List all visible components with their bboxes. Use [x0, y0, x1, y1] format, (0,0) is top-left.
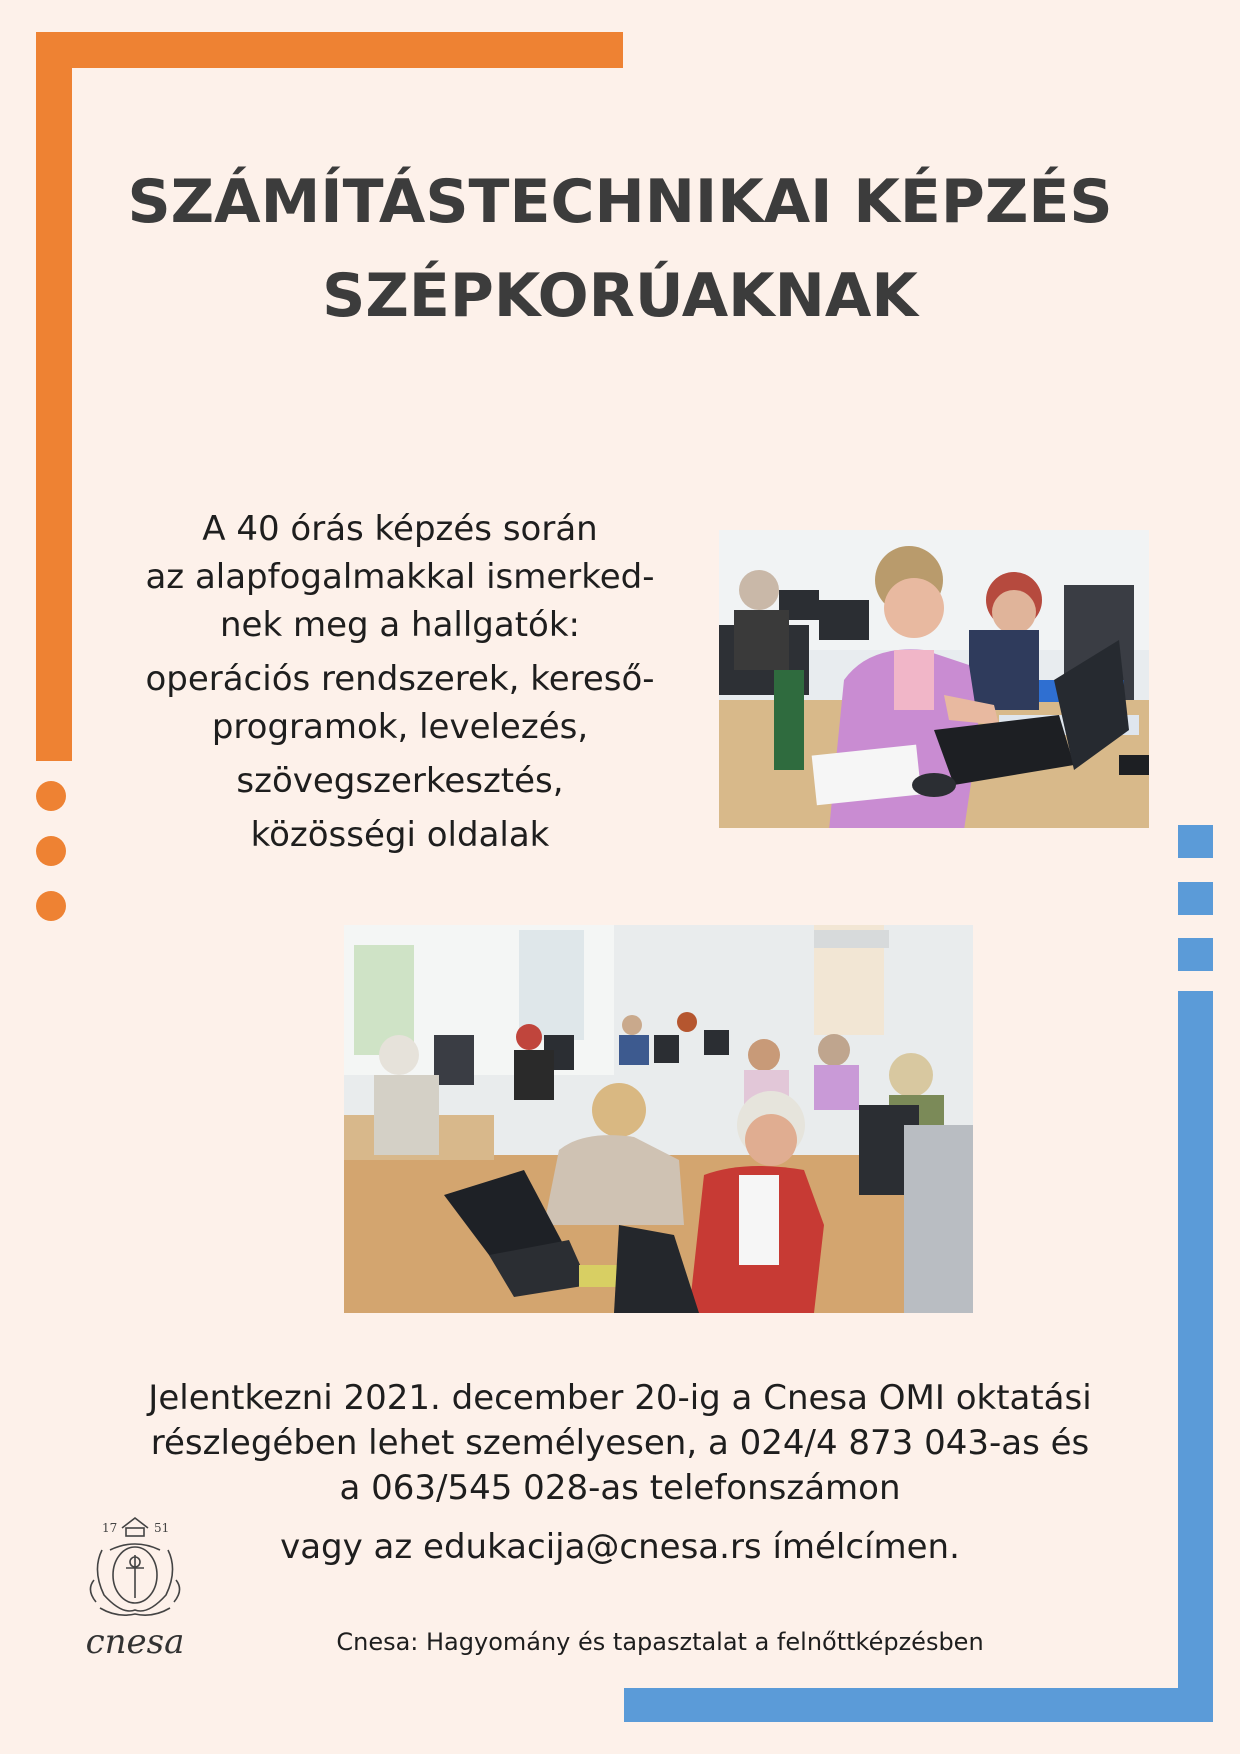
- description-line: szövegszerkesztés,: [236, 761, 564, 801]
- logo-wordmark: cnesa: [85, 1622, 185, 1662]
- description-line: A 40 órás képzés során: [202, 509, 598, 549]
- logo-year-left: 17: [102, 1521, 118, 1535]
- blue-square: [1178, 825, 1213, 858]
- title-line-2: SZÉPKORÚAKNAK: [322, 261, 918, 331]
- orange-frame-top: [36, 32, 623, 68]
- tagline: Cnesa: Hagyomány és tapasztalat a felnőttképzésben: [336, 1628, 984, 1656]
- description-line: az alapfogalmakkal ismerked-: [145, 557, 655, 597]
- classroom-photo-closeup: [719, 530, 1149, 828]
- registration-line: részlegében lehet személyesen, a 024/4 873 043-as és: [150, 1423, 1090, 1463]
- description-line: programok, levelezés,: [211, 707, 589, 747]
- blue-square: [1178, 882, 1213, 915]
- course-description: [120, 505, 680, 859]
- orange-dot: [36, 891, 66, 921]
- description-line: operációs rendszerek, kereső-: [145, 659, 655, 699]
- page-title: [60, 155, 1180, 343]
- orange-dot: [36, 781, 66, 811]
- registration-line: Jelentkezni 2021. december 20-ig a Cnesa OMI oktatási: [148, 1378, 1092, 1418]
- email-line: vagy az edukacija@cnesa.rs ímélcímen.: [280, 1527, 960, 1567]
- description-line: nek meg a hallgatók:: [219, 605, 580, 645]
- registration-info: [100, 1376, 1140, 1570]
- blue-frame-bottom: [624, 1688, 1213, 1722]
- registration-line: a 063/545 028-as telefonszámon: [339, 1468, 901, 1508]
- title-line-1: SZÁMÍTÁSTECHNIKAI KÉPZÉS: [127, 167, 1113, 237]
- blue-frame-right: [1178, 991, 1213, 1722]
- orange-frame-left: [36, 32, 72, 761]
- classroom-photo-wide: [344, 925, 973, 1313]
- description-line: közösségi oldalak: [250, 815, 550, 855]
- logo-year-right: 51: [154, 1521, 170, 1535]
- blue-square: [1178, 938, 1213, 971]
- orange-dot: [36, 836, 66, 866]
